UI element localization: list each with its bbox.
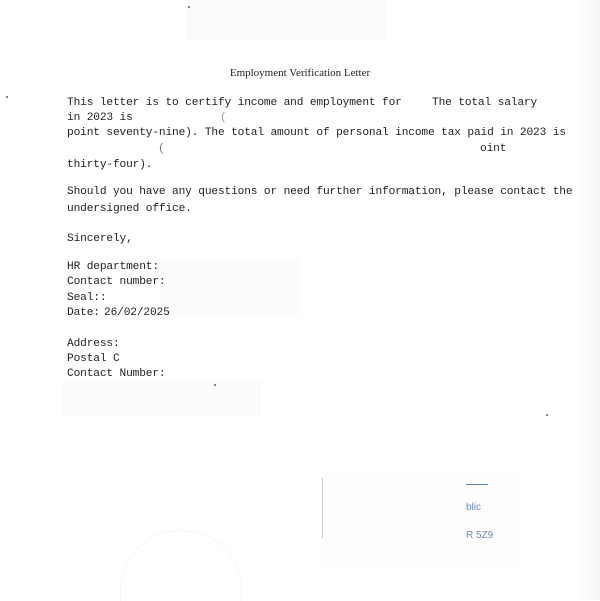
para2-line2: undersigned office. (67, 203, 192, 215)
date-label: Date: (67, 307, 100, 319)
para1-line3: point seventy-nine). The total amount of personal income tax paid in 2023 is (67, 127, 566, 139)
redaction-block (62, 380, 262, 416)
scan-speck (188, 6, 190, 8)
para1-line2-paren: ( (220, 112, 227, 124)
date-value: 26/02/2025 (104, 307, 170, 319)
para1-line2-start: in 2023 is (67, 112, 133, 124)
address-label: Address: (67, 338, 120, 350)
contact-number-label: Contact number: (67, 276, 166, 288)
closing: Sincerely, (67, 233, 133, 245)
letter-title: Employment Verification Letter (229, 67, 371, 79)
scan-speck (546, 414, 548, 416)
scan-edge-shadow (578, 0, 600, 600)
para1-line1-start: This letter is to certify income and employment for (67, 97, 402, 109)
redaction-block (160, 258, 300, 316)
postal-code-label: Postal C (67, 353, 120, 365)
seal-ghost (120, 530, 242, 601)
para1-line5: thirty-four). (67, 159, 153, 171)
para1-line1-end: The total salary (432, 97, 538, 109)
seal-label: Seal:: (67, 292, 107, 304)
stamp-line (466, 484, 488, 485)
redaction-block (322, 470, 522, 570)
redaction-block (186, 0, 386, 40)
stamp-text-1: blic (466, 502, 482, 513)
stamp-left-edge (322, 478, 323, 538)
scan-speck (6, 96, 8, 98)
hr-department-label: HR department: (67, 261, 159, 273)
stamp-text-2: R 5Z9 (466, 530, 494, 541)
para2-line1: Should you have any questions or need further information, please contact the (67, 186, 573, 198)
para1-line4-paren: ( (158, 143, 165, 155)
para1-line4-end: oint (480, 143, 507, 155)
contact-number2-label: Contact Number: (67, 368, 166, 380)
